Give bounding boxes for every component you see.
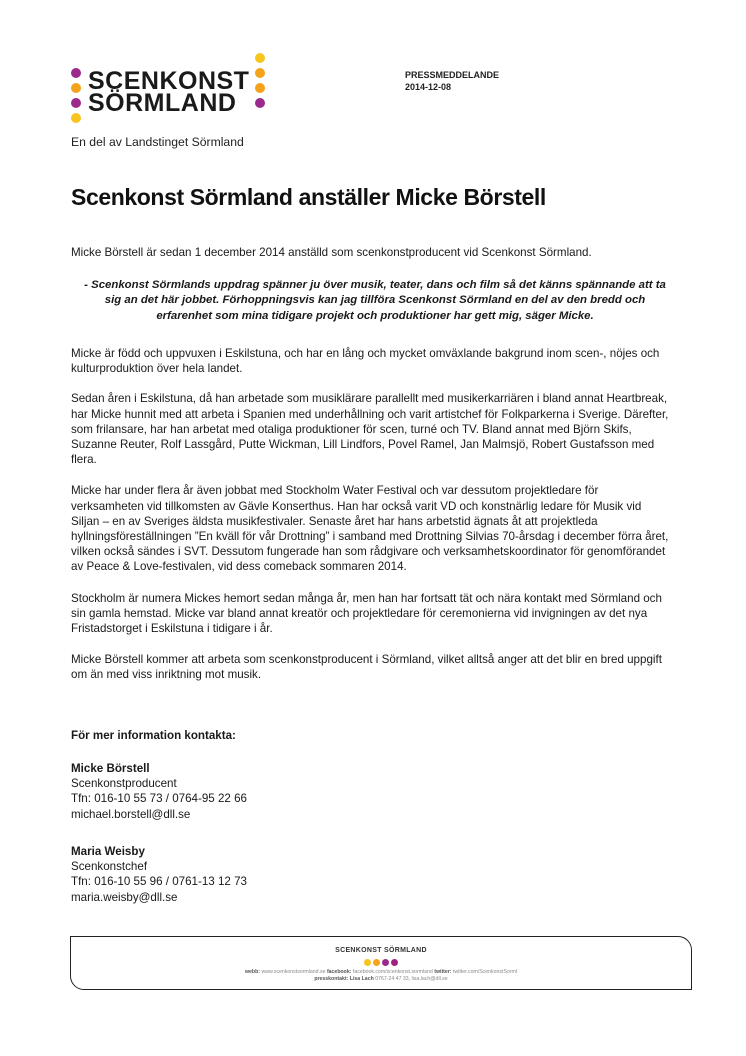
- footer: [70, 936, 692, 990]
- footer-presskontakt-label: presskontakt:: [314, 976, 349, 982]
- contact-phone: Tfn: 016-10 55 73 / 0764-95 22 66: [71, 792, 247, 806]
- body-paragraph: Micke har under flera år även jobbat med Stockholm Water Festival och var dessutom projektledare för verksamheten vid tillkomsten av Gävle Konserthus. Han har också varit VD och konstnärlig ledare för Musik vid Siljan – en av Sveriges äldsta musikfestivaler. Senaste året har hans arbetstid ägnats åt att projektleda hyllningsföreställningen ”En kväll för vår Drottning” i samband med Drottning Silvias 70-årsdag i december förra året, vilken också sändes i SVT. Dessutom fungerade han som rådgivare och verksamhetskoordinator för genomförandet av Peace & Love-festivalen, vid dess comeback sommaren 2014.: [71, 484, 669, 574]
- footer-dot: [382, 959, 389, 966]
- body-paragraph: Stockholm är numera Mickes hemort sedan många år, men han har fortsatt tät och nära kontakt med Sörmland och sin gamla hemstad. Micke var bland annat kreatör och projektledare för ceremonierna vid invigningen av det nya Fristadstorget i Eskilstuna i tidigare i år.: [71, 591, 662, 636]
- footer-dot: [373, 959, 380, 966]
- document-date: 2014-12-08: [405, 82, 452, 92]
- tagline: En del av Landstinget Sörmland: [71, 135, 244, 149]
- footer-presskontakt-info[interactable]: 0767-24 47 33, lisa.lach@dll.se: [375, 976, 448, 982]
- footer-webb-link[interactable]: www.scenkonstsormland.se: [261, 969, 326, 975]
- footer-dots: [71, 958, 691, 966]
- logo-dot: [71, 98, 81, 108]
- footer-facebook-label: facebook:: [326, 969, 352, 975]
- footer-dot: [391, 959, 398, 966]
- contact-heading: För mer information kontakta:: [71, 729, 236, 742]
- contact-phone: Tfn: 016-10 55 96 / 0761-13 12 73: [71, 875, 247, 889]
- intro-paragraph: Micke Börstell är sedan 1 december 2014 anställd som scenkonstproducent vid Scenkonst Sörmland.: [71, 246, 592, 259]
- body-paragraph: Sedan åren i Eskilstuna, då han arbetade som musiklärare parallellt med musikerkarriären i bland annat Heartbreak, har Micke hunnit med att arbeta i Spanien med underhållning och varit artistchef för Folkparkerna i Sverige. Därefter, som frilansare, har han arbetat med otaliga produktioner för scen, turné och TV. Bland annat med Björn Skifs, Suzanne Reuter, Rolf Lassgård, Putte Wickman, Lill Lindfors, Povel Ramel, Jan Malmsjö, Robert Gustafsson med flera.: [71, 392, 669, 467]
- footer-links: [71, 969, 691, 976]
- logo-dot: [255, 68, 265, 78]
- body-paragraph: Micke Börstell kommer att arbeta som scenkonstproducent i Sörmland, vilket alltså anger att det blir en bred uppgift om än med viss inriktning mot musik.: [71, 653, 662, 682]
- contact-name: Micke Börstell: [71, 762, 150, 775]
- contact-name: Maria Weisby: [71, 845, 145, 858]
- footer-webb-label: webb:: [245, 969, 261, 975]
- logo-dot: [255, 53, 265, 63]
- footer-twitter-label: twitter:: [434, 969, 452, 975]
- logo-text-line2: SÖRMLAND: [88, 89, 237, 117]
- contact-role: Scenkonstchef: [71, 860, 148, 874]
- logo-dot: [71, 113, 81, 123]
- footer-presskontakt: [71, 976, 691, 983]
- contact-email[interactable]: maria.weisby@dll.se: [71, 890, 178, 904]
- contact-role: Scenkonstproducent: [71, 777, 177, 791]
- footer-presskontakt-name: Lisa Lach: [349, 976, 374, 982]
- footer-facebook-link[interactable]: facebook.com/scenkonst.sormland: [352, 969, 433, 975]
- article-body: [71, 346, 671, 698]
- logo-dot: [71, 68, 81, 78]
- contact-card: [71, 844, 247, 905]
- document-type: PRESSMEDDELANDE: [405, 70, 500, 80]
- contact-email[interactable]: michael.borstell@dll.se: [71, 807, 191, 821]
- page-title: Scenkonst Sörmland anställer Micke Börstell: [71, 184, 546, 210]
- quote-paragraph: - Scenkonst Sörmlands uppdrag spänner ju över musik, teater, dans och film så det känns spännande att ta sig an det här jobbet. Förhoppningsvis kan jag tillföra Scenkonst Sörmland en del av den bredd och erfarenhet som mina tidigare projekt och produktioner har gett mig, säger Micke.: [84, 279, 666, 322]
- body-paragraph: Micke är född och uppvuxen i Eskilstuna, och har en lång och mycket omväxlande bakgrund inom scen-, nöjes och kulturproduktion över hela landet.: [71, 347, 660, 376]
- footer-dot: [364, 959, 371, 966]
- logo-dot: [255, 83, 265, 93]
- logo-text-line1: SCENKONST: [88, 67, 250, 95]
- logo-dot: [71, 83, 81, 93]
- footer-brand: SCENKONST SÖRMLAND: [335, 947, 427, 954]
- footer-twitter-link[interactable]: twitter.com/ScenkonstSorml: [452, 969, 517, 975]
- logo-dot: [255, 98, 265, 108]
- contact-card: [71, 761, 247, 822]
